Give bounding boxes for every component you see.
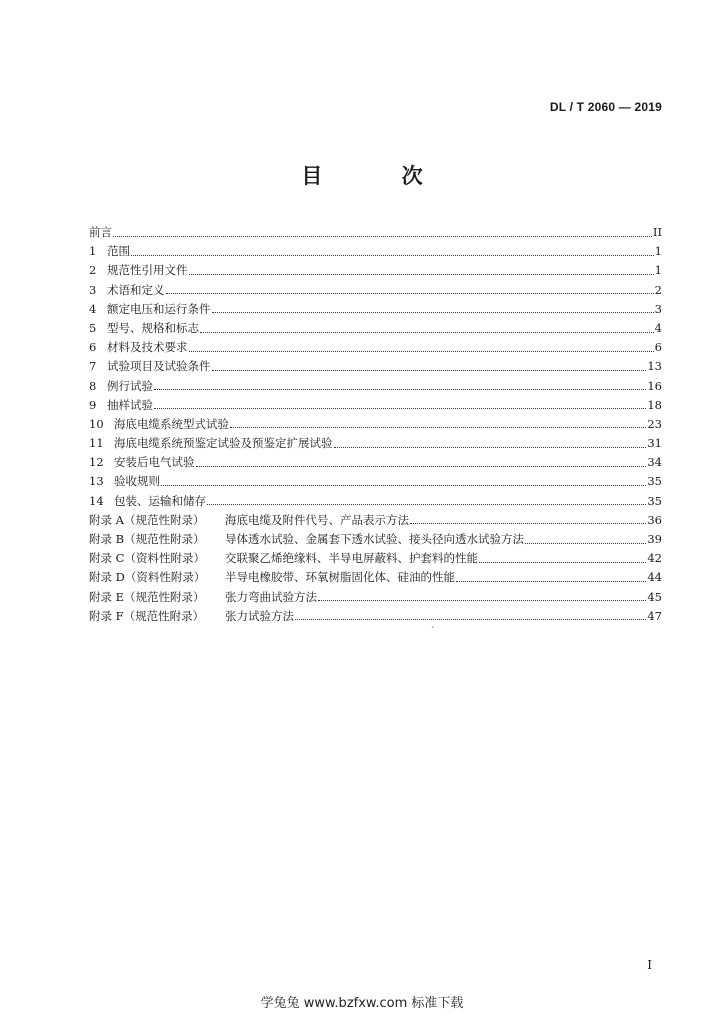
toc-dot-leader (161, 476, 646, 488)
toc-entry-number: 附录 C（资料性附录） (89, 551, 205, 566)
toc-entry[interactable] (89, 242, 662, 261)
toc-entry-title: 安装后电气试验 (114, 455, 195, 470)
toc-entry-page: 31 (647, 436, 662, 451)
toc-entry-title: 试验项目及试验条件 (107, 359, 211, 374)
toc-entry-title: 前言 (89, 225, 112, 239)
toc-entry-number: 2 (89, 263, 97, 278)
toc-entry-title: 型号、规格和标志 (107, 320, 199, 335)
toc-dot-leader (525, 534, 646, 546)
toc-entry-number: 3 (89, 282, 97, 297)
toc-entry-page: 35 (647, 493, 662, 508)
toc-entry-number: 8 (89, 378, 97, 393)
toc-entry[interactable] (89, 261, 662, 280)
toc-entry[interactable] (89, 588, 662, 607)
toc-entry-page: II (652, 225, 662, 239)
toc-dot-leader (166, 284, 654, 296)
toc-dot-leader (200, 323, 654, 335)
toc-entry-title: 例行试验 (107, 378, 153, 393)
table-of-contents (89, 223, 662, 626)
toc-entry-page: 44 (647, 570, 662, 585)
toc-entry-title: 规范性引用文件 (107, 263, 188, 278)
toc-entry-title: 张力试验方法 (225, 608, 294, 623)
toc-entry-number: 6 (89, 340, 97, 355)
toc-dot-leader (113, 227, 652, 239)
toc-entry-title: 导体透水试验、金属套下透水试验、接头径向透水试验方法 (225, 532, 524, 546)
toc-entry[interactable] (89, 319, 662, 338)
toc-entry-page: 34 (647, 455, 662, 470)
toc-entry-page: 16 (647, 378, 662, 393)
page-title: 目 次 (301, 164, 459, 188)
toc-entry-title: 额定电压和运行条件 (107, 301, 211, 316)
toc-entry[interactable] (89, 223, 662, 242)
toc-entry-page: 1 (654, 244, 662, 259)
toc-entry-page: 47 (647, 608, 662, 623)
toc-entry[interactable] (89, 472, 662, 491)
toc-entry[interactable] (89, 607, 662, 626)
toc-dot-leader (154, 399, 646, 411)
toc-entry-title: 抽样试验 (107, 397, 153, 412)
toc-entry[interactable] (89, 357, 662, 376)
toc-dot-leader (479, 553, 646, 565)
toc-entry[interactable] (89, 300, 662, 319)
toc-entry[interactable] (89, 281, 662, 300)
toc-entry-number: 附录 A（规范性附录） (89, 512, 205, 527)
page-number: I (647, 958, 652, 972)
toc-dot-leader (334, 438, 647, 450)
toc-entry[interactable] (89, 453, 662, 472)
toc-entry-page: 18 (647, 397, 662, 412)
toc-entry-number: 13 (89, 474, 104, 489)
toc-entry-number: 10 (89, 416, 104, 431)
stray-mark: ˊ (430, 627, 435, 637)
toc-entry-title: 范围 (107, 244, 130, 259)
toc-dot-leader (131, 246, 654, 258)
toc-entry[interactable] (89, 530, 662, 549)
toc-dot-leader (207, 495, 646, 507)
toc-entry-page: 13 (647, 359, 662, 374)
toc-entry-number: 9 (89, 397, 97, 412)
toc-entry-title: 海底电缆系统型式试验 (114, 416, 229, 431)
toc-dot-leader (295, 610, 646, 622)
toc-entry[interactable] (89, 549, 662, 568)
toc-entry-page: 39 (647, 532, 662, 546)
toc-entry-title: 张力弯曲试验方法 (225, 589, 317, 604)
toc-dot-leader (189, 342, 654, 354)
toc-entry-number: 附录 B（规范性附录） (89, 532, 205, 546)
toc-dot-leader (230, 418, 646, 430)
toc-dot-leader (189, 265, 654, 277)
toc-entry-title: 半导电橡胶带、环氧树脂固化体、硅油的性能 (225, 570, 455, 585)
toc-entry-number: 4 (89, 301, 97, 316)
toc-dot-leader (212, 361, 647, 373)
toc-entry-title: 包装、运输和储存 (114, 493, 206, 508)
toc-entry-title: 海底电缆系统预鉴定试验及预鉴定扩展试验 (114, 436, 333, 451)
toc-entry-number: 附录 D（资料性附录） (89, 570, 206, 585)
toc-dot-leader (154, 380, 646, 392)
toc-entry[interactable] (89, 377, 662, 396)
toc-entry-page: 35 (647, 474, 662, 489)
toc-entry-number: 1 (89, 244, 97, 259)
toc-entry[interactable] (89, 511, 662, 530)
toc-entry-page: 42 (647, 551, 662, 566)
toc-entry-title: 术语和定义 (107, 282, 165, 297)
toc-entry-title: 交联聚乙烯绝缘料、半导电屏蔽料、护套料的性能 (225, 551, 478, 566)
toc-entry-page: 1 (654, 263, 662, 278)
toc-entry-page: 45 (647, 589, 662, 604)
toc-entry-number: 14 (89, 493, 104, 508)
toc-entry[interactable] (89, 415, 662, 434)
standard-code: DL / T 2060 — 2019 (549, 100, 662, 114)
toc-entry-number: 附录 F（规范性附录） (89, 608, 205, 623)
toc-dot-leader (318, 591, 646, 603)
toc-dot-leader (410, 514, 646, 526)
toc-entry-number: 11 (89, 436, 104, 451)
toc-entry-page: 6 (654, 340, 662, 355)
toc-entry-page: 23 (647, 416, 662, 431)
toc-entry[interactable] (89, 396, 662, 415)
toc-entry-page: 3 (654, 301, 662, 316)
toc-dot-leader (456, 572, 646, 584)
toc-entry-page: 4 (654, 320, 662, 335)
toc-entry-title: 海底电缆及附件代号、产品表示方法 (225, 512, 409, 527)
watermark-footer: 学兔兔 www.bzfxw.com 标准下载 (260, 996, 464, 1011)
toc-entry-number: 7 (89, 359, 97, 374)
toc-entry-number: 附录 E（规范性附录） (89, 589, 205, 604)
toc-entry-number: 12 (89, 455, 104, 470)
toc-dot-leader (212, 303, 654, 315)
toc-entry-number: 5 (89, 320, 97, 335)
toc-entry[interactable] (89, 568, 662, 587)
toc-entry-title: 验收规则 (114, 474, 160, 489)
toc-entry[interactable] (89, 492, 662, 511)
toc-entry[interactable] (89, 338, 662, 357)
toc-dot-leader (196, 457, 647, 469)
toc-entry-page: 2 (654, 282, 662, 297)
toc-entry-title: 材料及技术要求 (107, 340, 188, 355)
toc-entry[interactable] (89, 434, 662, 453)
toc-entry-page: 36 (647, 512, 662, 527)
